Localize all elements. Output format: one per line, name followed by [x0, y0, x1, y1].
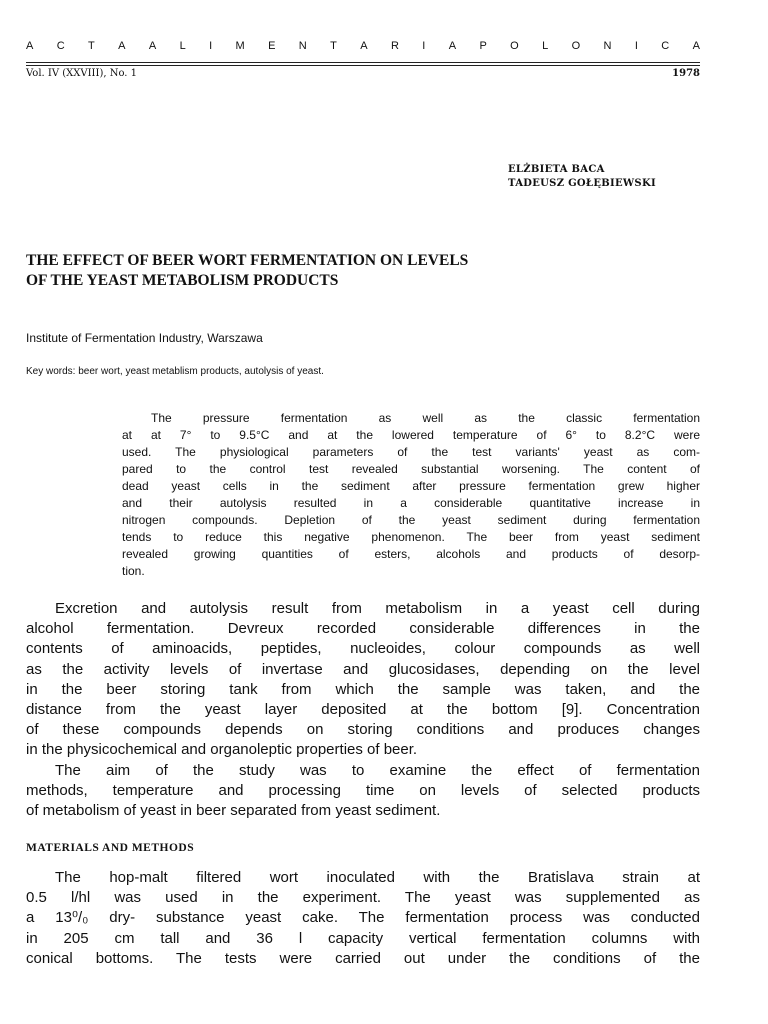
journal-letter: A	[692, 40, 700, 52]
text-line: The hop-malt filtered wort inoculated with the Bratislava strain at	[55, 869, 700, 886]
journal-letter: A	[26, 40, 34, 52]
section-heading: MATERIALS AND METHODS	[26, 842, 195, 854]
text-line: conical bottoms. The tests were carried out under the conditions of the	[26, 949, 700, 967]
journal-letter: I	[209, 40, 213, 52]
text-line: of metabolism of yeast in beer separated from yeast sediment.	[26, 802, 441, 820]
text-line: distance from the yeast layer deposited at the bottom [9]. Concentration	[26, 701, 700, 719]
journal-letter: L	[179, 40, 186, 52]
journal-letter: M	[235, 40, 245, 52]
journal-letter: N	[298, 40, 307, 52]
title-line: OF THE YEAST METABOLISM PRODUCTS	[26, 272, 339, 289]
publication-year: 1978	[672, 68, 700, 79]
abstract-line: The pressure fermentation as well as the classic fermentation	[151, 411, 700, 425]
text-line: as the activity levels of invertase and glucosidases, depending on the level	[26, 660, 700, 678]
author-name: TADEUSZ GOŁĘBIEWSKI	[508, 178, 656, 189]
keywords: Key words: beer wort, yeast metablism products, autolysis of yeast.	[26, 366, 324, 377]
journal-letter: A	[118, 40, 126, 52]
text-line: in the physicochemical and organoleptic properties of beer.	[26, 741, 418, 759]
journal-letter: I	[422, 40, 426, 52]
text-line: contents of aminoacids, peptides, nucleoides, colour compounds as well	[26, 640, 700, 658]
abstract-line: pared to the control test revealed substantial worsening. The content of	[122, 462, 700, 476]
text-line: in 205 cm tall and 36 l capacity vertical fermentation columns with	[26, 929, 700, 947]
abstract-line: used. The physiological parameters of the test variants' yeast as com-	[122, 445, 700, 459]
journal-letter: T	[330, 40, 337, 52]
journal-letter: T	[88, 40, 95, 52]
abstract-line: dead yeast cells in the sediment after pressure fermentation grew higher	[122, 479, 700, 493]
journal-letter: O	[571, 40, 581, 52]
text-line: a 13⁰/₀ dry- substance yeast cake. The fermentation process was conducted	[26, 909, 700, 927]
abstract-line: at at 7° to 9.5°C and at the lowered temperature of 6° to 8.2°C were	[122, 428, 700, 442]
text-line: Excretion and autolysis result from metabolism in a yeast cell during	[55, 600, 700, 617]
abstract-line: and their autolysis resulted in a considerable quantitative increase in	[122, 496, 700, 510]
abstract	[122, 410, 700, 580]
journal-letter: A	[360, 40, 368, 52]
abstract-line: tends to reduce this negative phenomenon. The beer from yeast sediment	[122, 530, 700, 544]
text-line: in the beer storing tank from which the sample was taken, and the	[26, 680, 700, 698]
abstract-line: revealed growing quantities of esters, alcohols and products of desorp-	[122, 547, 700, 561]
header-rule	[26, 62, 700, 63]
abstract-line: tion.	[122, 564, 145, 578]
text-line: The aim of the study was to examine the effect of fermentation	[55, 762, 700, 779]
volume-line	[26, 68, 700, 79]
journal-title	[26, 40, 700, 52]
journal-letter: O	[510, 40, 519, 52]
body-paragraph	[26, 761, 700, 822]
journal-letter: N	[603, 40, 612, 52]
journal-letter: P	[479, 40, 487, 52]
journal-letter: C	[661, 40, 670, 52]
title-line: THE EFFECT OF BEER WORT FERMENTATION ON LEVELS	[26, 252, 469, 269]
volume-number: Vol. IV (XXVIII), No. 1	[26, 68, 138, 79]
article-title	[26, 251, 686, 291]
journal-letter: C	[56, 40, 65, 52]
journal-letter: E	[268, 40, 276, 52]
text-line: alcohol fermentation. Devreux recorded considerable differences in the	[26, 620, 700, 638]
author-name: ELŻBIETA BACA	[508, 164, 605, 175]
header-rule	[26, 65, 700, 66]
abstract-line: nitrogen compounds. Depletion of the yeast sediment during fermentation	[122, 513, 700, 527]
body-paragraph	[26, 868, 700, 969]
journal-letter: L	[542, 40, 549, 52]
journal-letter: I	[634, 40, 638, 52]
institute-affiliation: Institute of Fermentation Industry, Warszawa	[26, 331, 263, 345]
text-line: 0.5 l/hl was used in the experiment. The yeast was supplemented as	[26, 889, 700, 907]
journal-letter: A	[148, 40, 157, 52]
author-list	[508, 163, 656, 191]
journal-letter: A	[448, 40, 457, 52]
text-line: methods, temperature and processing time on levels of selected products	[26, 782, 700, 800]
text-line: of these compounds depends on storing conditions and produces changes	[26, 721, 700, 739]
journal-letter: R	[390, 40, 399, 52]
body-paragraph	[26, 599, 700, 761]
